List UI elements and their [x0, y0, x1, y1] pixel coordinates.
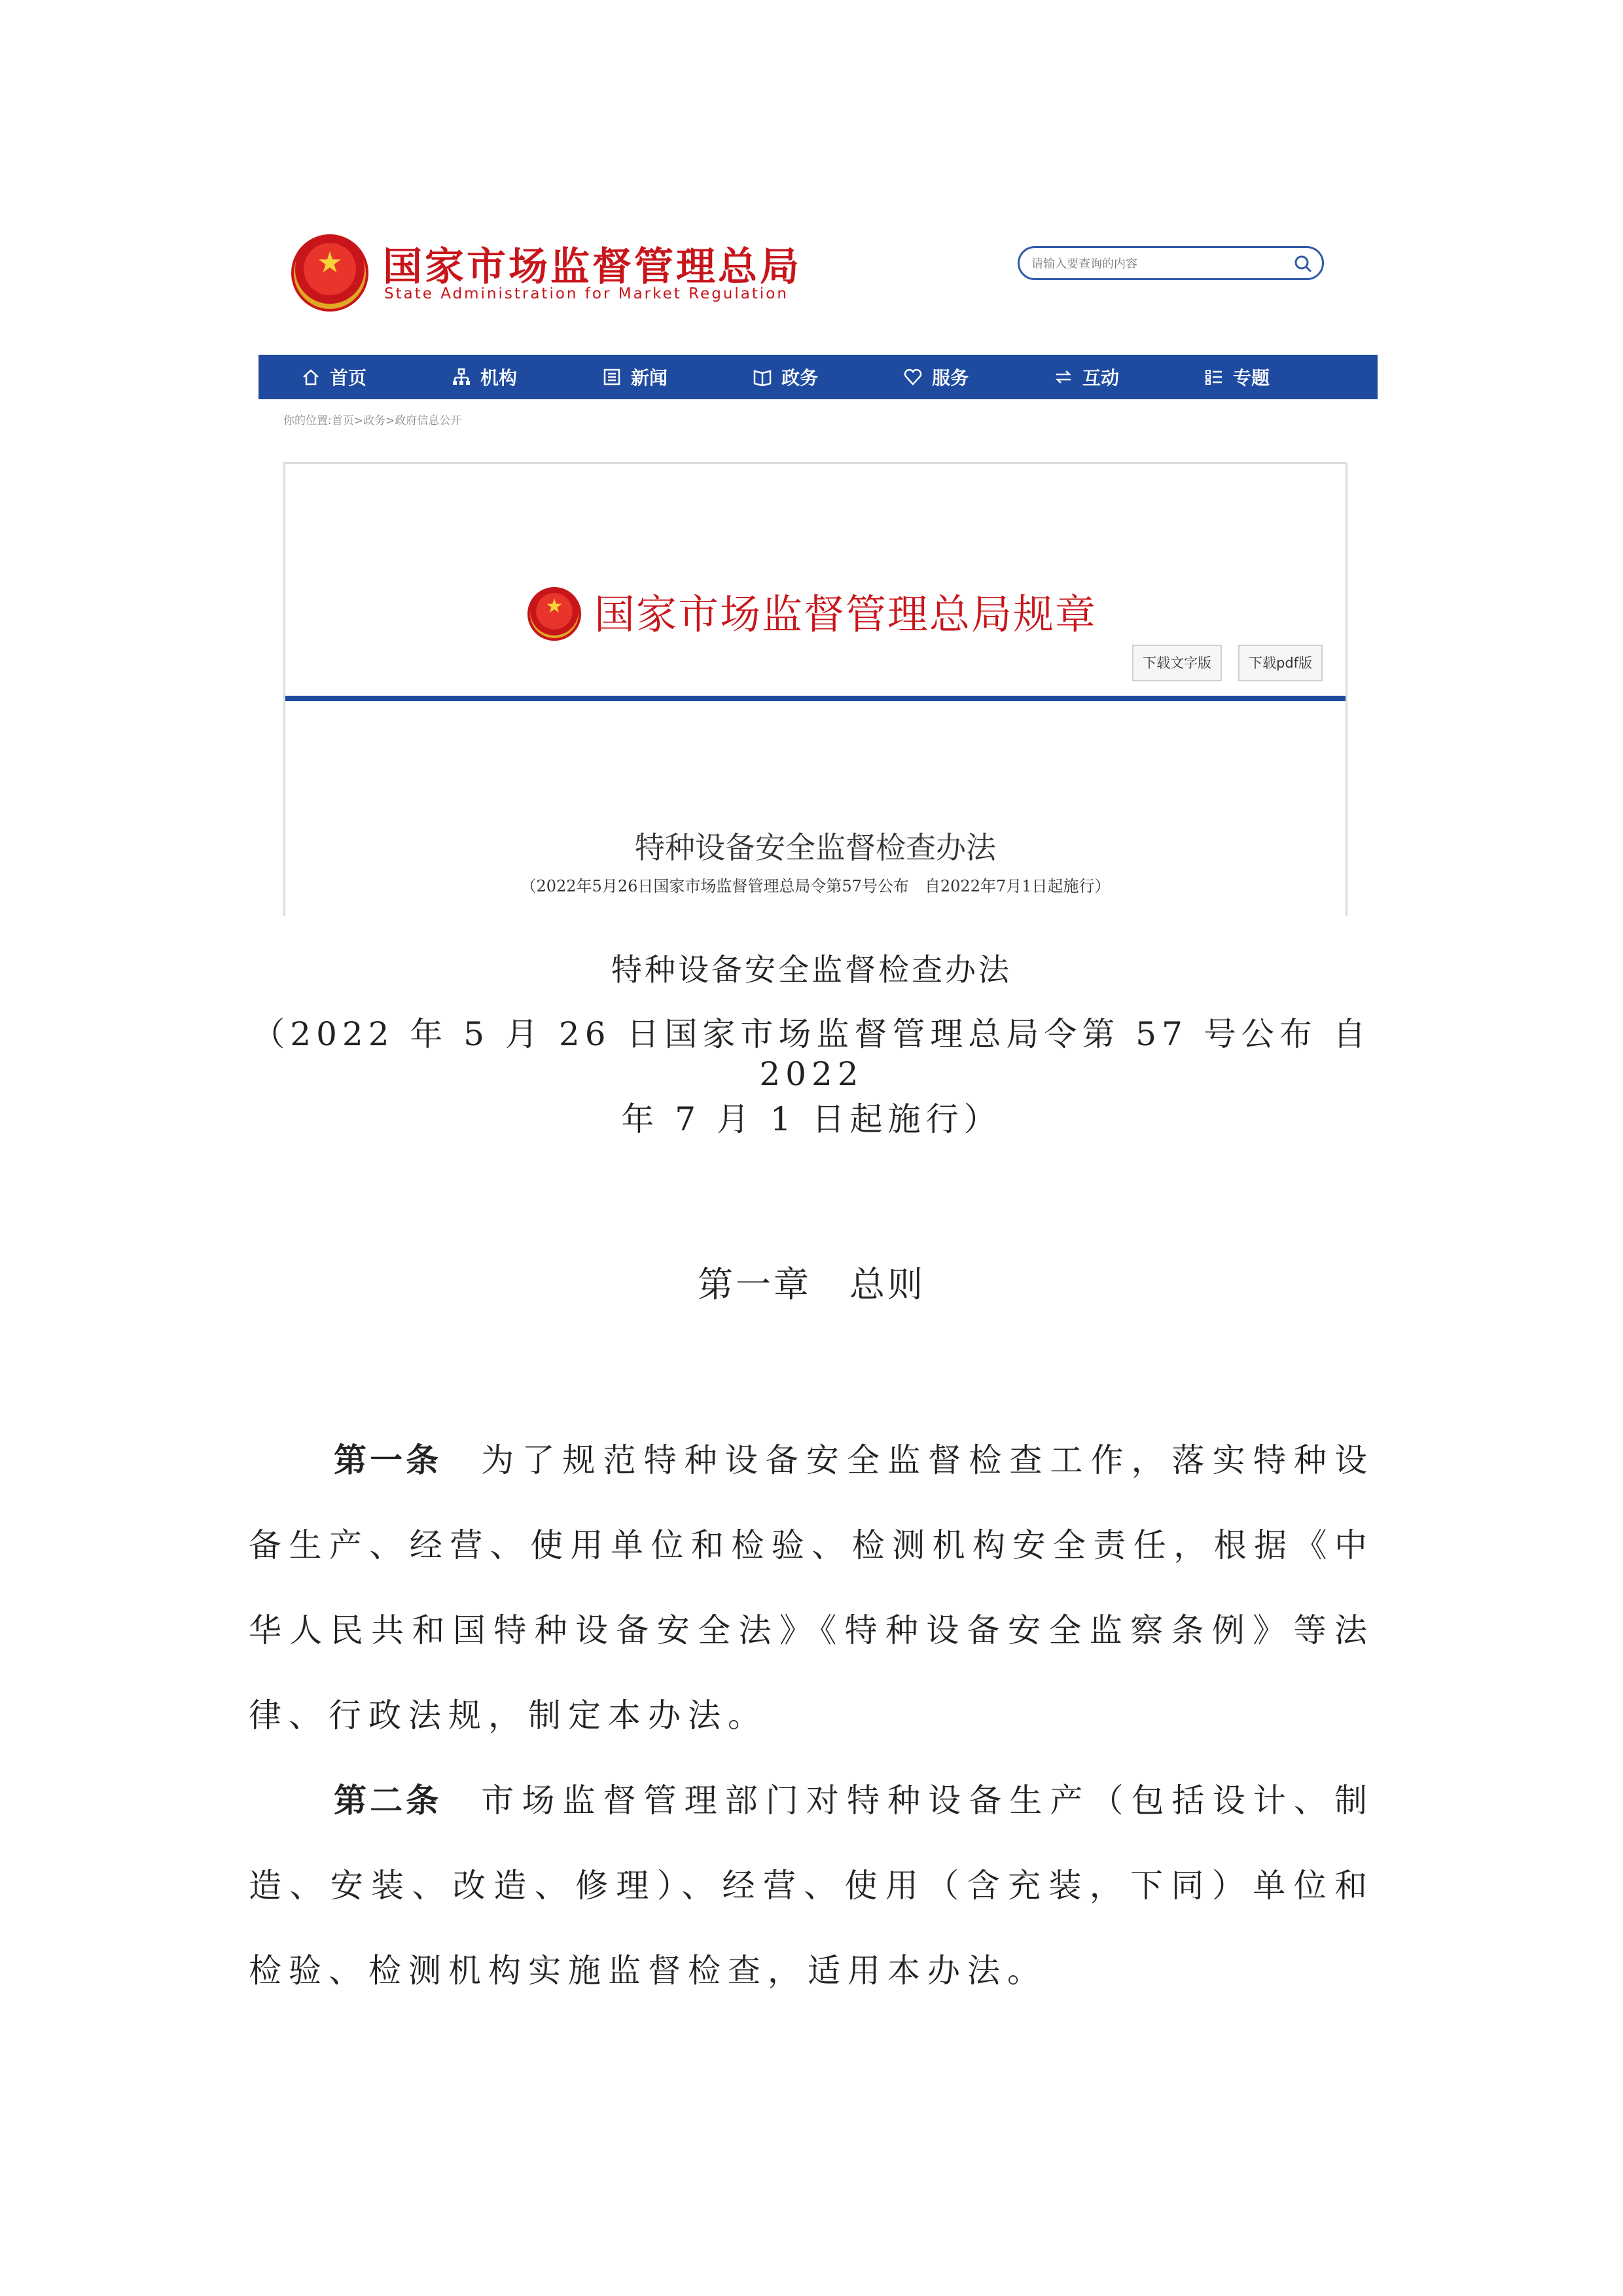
home-icon	[301, 367, 321, 387]
search-icon[interactable]	[1293, 254, 1313, 274]
website-screenshot	[259, 209, 1378, 916]
web-doc-title: 特种设备安全监督检查办法	[635, 830, 996, 865]
nav-home[interactable]	[259, 355, 409, 399]
site-subtitle: State Administration for Market Regulation	[384, 285, 789, 302]
nav-org[interactable]	[409, 355, 560, 399]
search-box[interactable]	[1018, 246, 1324, 280]
nav-gov[interactable]	[710, 355, 861, 399]
article-label: 第二条	[334, 1782, 442, 1820]
nav-topic[interactable]	[1162, 355, 1312, 399]
breadcrumb[interactable]: 你的位置:首页>政务>政府信息公开	[283, 414, 462, 427]
download-text-button[interactable]: 下载文字版	[1132, 645, 1222, 681]
heart-icon	[903, 367, 923, 387]
national-emblem-icon	[291, 234, 368, 312]
download-pdf-button[interactable]: 下载pdf版	[1238, 645, 1323, 681]
site-title[interactable]: 国家市场监督管理总局	[383, 244, 802, 290]
nav-label: 服务	[931, 367, 969, 389]
search-input[interactable]	[1030, 253, 1281, 274]
document-subtitle-line2: 年 7 月 1 日起施行）	[621, 1100, 1002, 1138]
web-doc-subtitle: （2022年5月26日国家市场监督管理总局令第57号公布 自2022年7月1日起施行）	[520, 877, 1111, 895]
divider	[285, 696, 1346, 701]
gov-icon	[753, 367, 772, 387]
nav-interact[interactable]	[1011, 355, 1162, 399]
document-panel	[283, 462, 1347, 916]
org-icon	[452, 367, 471, 387]
list-icon	[1204, 367, 1224, 387]
exchange-icon	[1054, 367, 1073, 387]
news-icon	[602, 367, 622, 387]
article-1	[249, 1418, 1374, 1758]
main-nav	[259, 355, 1378, 399]
nav-news[interactable]	[560, 355, 710, 399]
article-2	[249, 1758, 1374, 2013]
chapter-heading: 第一章 总则	[698, 1264, 925, 1305]
national-emblem-icon	[527, 587, 581, 641]
nav-label: 首页	[329, 367, 366, 389]
rule-title: 国家市场监督管理总局规章	[594, 590, 1097, 638]
nav-service[interactable]	[861, 355, 1011, 399]
document-subtitle-line1: （2022 年 5 月 26 日国家市场监督管理总局令第 57 号公布 自 2022	[252, 1015, 1371, 1093]
nav-label: 互动	[1082, 367, 1119, 389]
document-title: 特种设备安全监督检查办法	[611, 952, 1012, 988]
nav-label: 新闻	[630, 367, 668, 389]
nav-label: 机构	[480, 367, 517, 389]
article-text: 市场监督管理部门对特种设备生产（包括设计、制造、安装、改造、修理）、经营、使用（含充装，下同）单位和检验、检测机构实施监督检查，适用本办法。	[249, 1782, 1374, 1990]
nav-label: 政务	[781, 367, 818, 389]
article-text: 为了规范特种设备安全监督检查工作，落实特种设备生产、经营、使用单位和检验、检测机构安全责任，根据《中华人民共和国特种设备安全法》《特种设备安全监察条例》等法律、行政法规，制定本办法。	[249, 1441, 1374, 1734]
nav-label: 专题	[1232, 367, 1270, 389]
article-label: 第一条	[334, 1441, 442, 1479]
